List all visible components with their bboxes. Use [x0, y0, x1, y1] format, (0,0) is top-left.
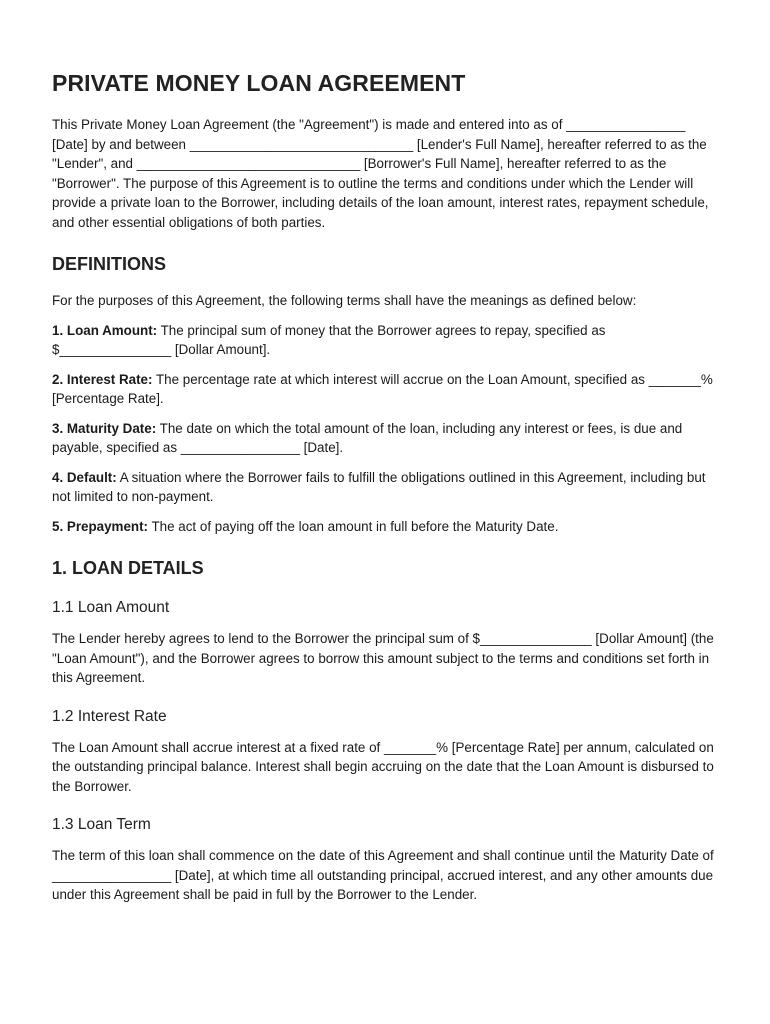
- definitions-heading: DEFINITIONS: [52, 254, 167, 274]
- definition-item: [52, 517, 720, 537]
- definition-item: [52, 370, 720, 409]
- definition-term: 5. Prepayment:: [52, 518, 149, 534]
- definition-text: The percentage rate at which interest will accrue on the Loan Amount, specified as _______% [Percentage Rate].: [52, 371, 713, 406]
- definition-item: [52, 468, 720, 507]
- loan-details-heading: 1. LOAN DETAILS: [52, 558, 204, 578]
- interest-rate-paragraph: The Loan Amount shall accrue interest at a fixed rate of _______% [Percentage Rate] per annum, calculated on the outstanding principal balance. Interest shall begin accruing on the date that the Loan Amount is disbursed to the Borrower.: [52, 739, 714, 794]
- definitions-intro: For the purposes of this Agreement, the following terms shall have the meanings as defined below:: [52, 293, 637, 308]
- definition-item: [52, 419, 720, 458]
- interest-rate-heading: 1.2 Interest Rate: [52, 707, 167, 725]
- intro-paragraph: This Private Money Loan Agreement (the "Agreement") is made and entered into as of ________________ [Date] by and between ______________________________ [Lender's Full Name], hereafter referred to as the "Lender", and ______________________________ [Borrower's Full Name], hereafter referred to as the "Borrower". The purpose of this Agreement is to outline the terms and conditions under which the Lender will provide a private loan to the Borrower, including details of the loan amount, interest rates, repayment schedule, and other essential obligations of both parties.: [52, 117, 709, 230]
- loan-term-heading: 1.3 Loan Term: [52, 816, 151, 833]
- loan-amount-heading: 1.1 Loan Amount: [52, 599, 170, 616]
- loan-amount-paragraph: The Lender hereby agrees to lend to the Borrower the principal sum of $_______________ [Dollar Amount] (the "Loan Amount"), and the Borrower agrees to borrow this amount subject to the terms and conditions set forth in this Agreement.: [52, 631, 714, 685]
- definition-text: The date on which the total amount of the loan, including any interest or fees, is due and payable, specified as ________________ [Date].: [52, 420, 683, 455]
- definition-term: 1. Loan Amount:: [52, 322, 158, 338]
- document-title: PRIVATE MONEY LOAN AGREEMENT: [52, 70, 466, 96]
- definition-term: 3. Maturity Date:: [52, 420, 157, 436]
- definition-item: [52, 321, 720, 360]
- loan-term-paragraph: The term of this loan shall commence on the date of this Agreement and shall continue until the Maturity Date of ________________ [Date], at which time all outstanding principal, accrued interest, and any other amounts due under this Agreement shall be paid in full by the Borrower to the Lender.: [52, 848, 714, 902]
- definition-text: The act of paying off the loan amount in full before the Maturity Date.: [148, 518, 559, 534]
- definition-text: A situation where the Borrower fails to fulfill the obligations outlined in this Agreement, including but not limited to non-payment.: [52, 469, 706, 504]
- definition-term: 2. Interest Rate:: [52, 371, 153, 387]
- definition-text: The principal sum of money that the Borrower agrees to repay, specified as $_______________ [Dollar Amount].: [52, 322, 606, 357]
- definition-term: 4. Default:: [52, 469, 117, 485]
